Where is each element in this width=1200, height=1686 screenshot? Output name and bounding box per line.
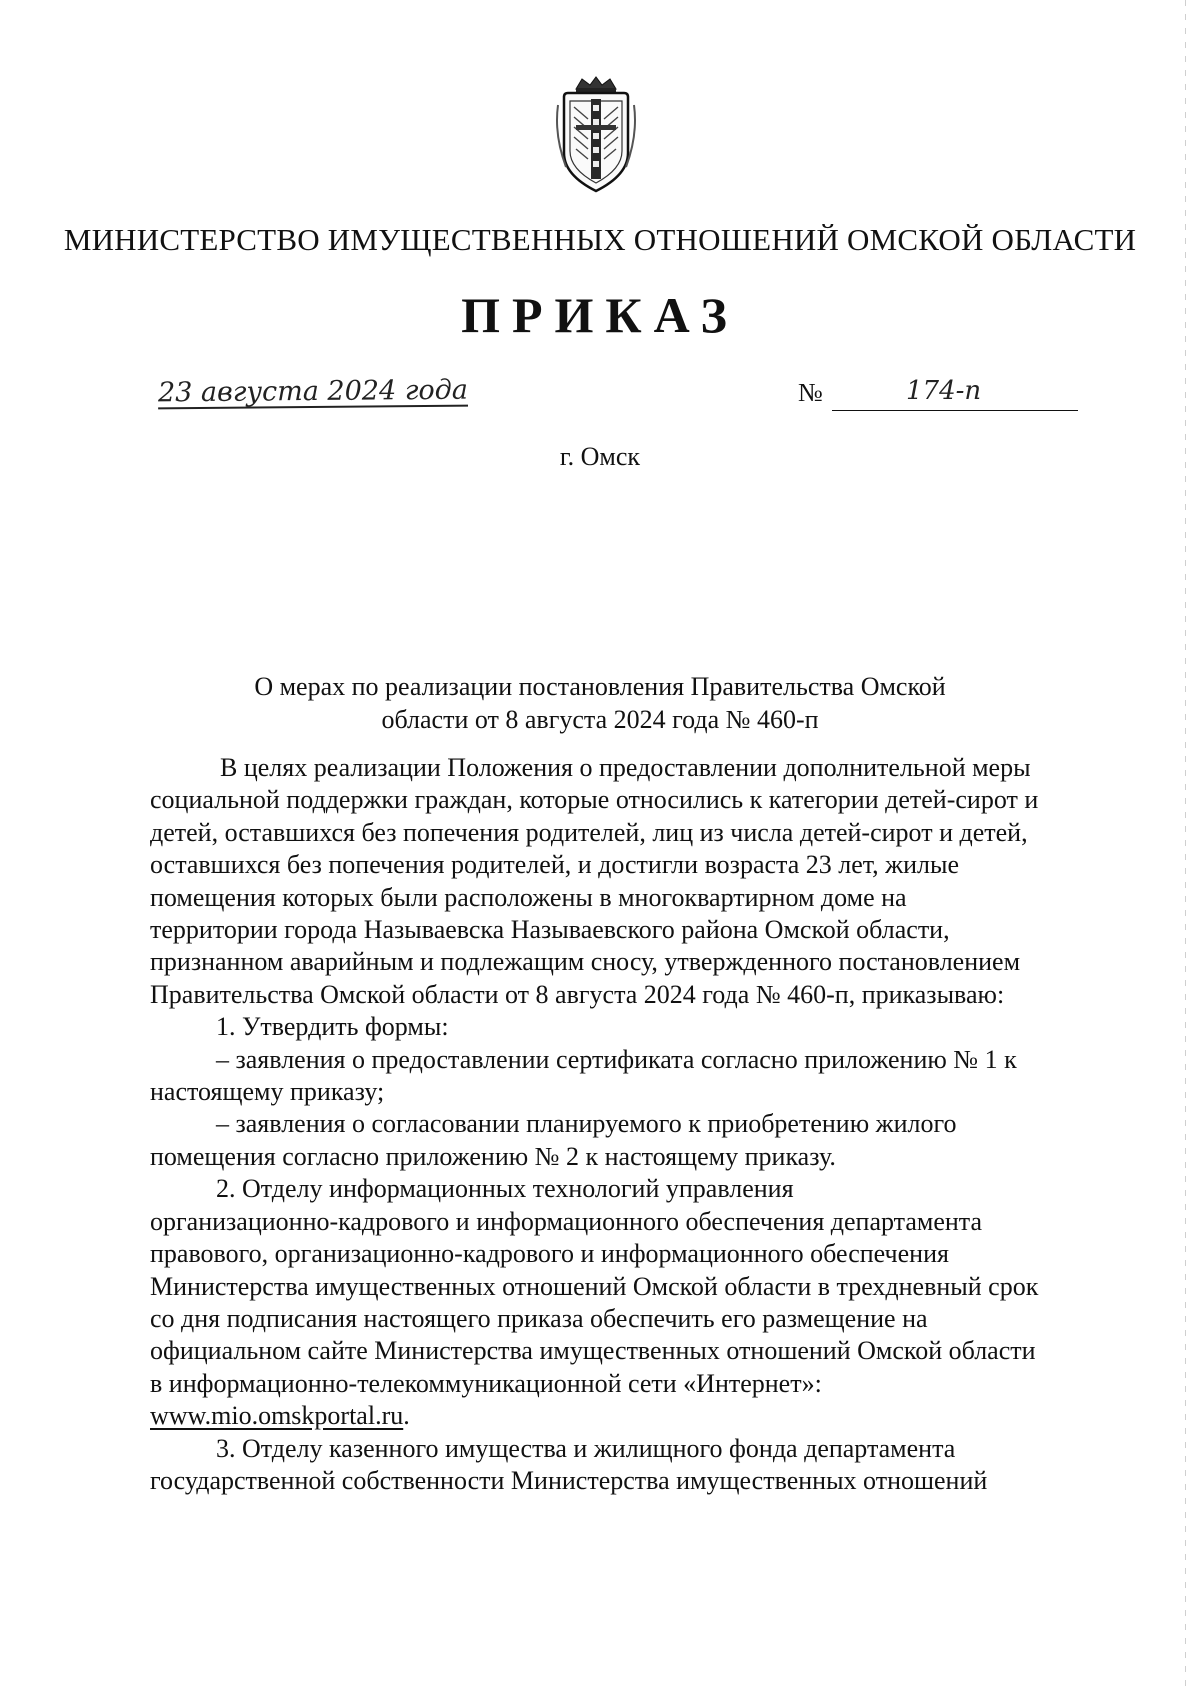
- item-2-line: Министерства имущественных отношений Омской области в трехдневный срок: [150, 1271, 1039, 1301]
- city: г. Омск: [559, 442, 641, 471]
- body-line: детей, оставшихся без попечения родителей, лиц из числа детей-сирот и детей,: [150, 817, 1028, 847]
- body-line: помещения которых были расположены в многоквартирном доме на: [150, 882, 907, 912]
- item-2-line: официальном сайте Министерства имущественных отношений Омской области: [150, 1336, 1036, 1366]
- handwritten-date: 23 августа 2024 года: [157, 374, 469, 409]
- body-line: признанном аварийным и подлежащим сносу, утвержденного постановлением: [150, 947, 1021, 977]
- item-2-line: организационно-кадрового и информационного обеспечения департамента: [150, 1206, 983, 1236]
- body-line: оставшихся без попечения родителей, и достигли возраста 23 лет, жилые: [150, 850, 960, 880]
- number-underline: [832, 410, 1078, 411]
- item-2-line: со дня подписания настоящего приказа обеспечить его размещение на: [150, 1303, 928, 1333]
- website-link[interactable]: www.mio.omskportal.ru: [150, 1401, 404, 1431]
- body-line: Правительства Омской области от 8 августа 2024 года № 460-п, приказываю:: [150, 979, 1005, 1009]
- order-body: [150, 752, 1094, 1497]
- omsk-region-coat-of-arms-icon: [546, 75, 646, 195]
- item-1: 1. Утвердить формы:: [216, 1012, 449, 1042]
- body-line: социальной поддержки граждан, которые относились к категории детей-сирот и: [150, 785, 1039, 815]
- document-type-title: ПРИКАЗ: [461, 287, 739, 343]
- item-1a-line: настоящему приказу;: [150, 1077, 385, 1107]
- subject-line: области от 8 августа 2024 года № 460-п: [381, 705, 819, 734]
- item-2-line: 2. Отделу информационных технологий управления: [216, 1174, 794, 1204]
- handwritten-number: 174-п: [906, 376, 982, 406]
- item-1b-line: – заявления о согласовании планируемого к приобретению жилого: [216, 1109, 957, 1139]
- item-3-line: государственной собственности Министерства имущественных отношений: [150, 1465, 988, 1495]
- item-1b-line: помещения согласно приложению № 2 к настоящему приказу.: [150, 1141, 836, 1171]
- item-2-line: в информационно-телекоммуникационной сети «Интернет»:: [150, 1368, 822, 1398]
- subject-line: О мерах по реализации постановления Правительства Омской: [254, 672, 946, 701]
- item-3-line: 3. Отделу казенного имущества и жилищного фонда департамента: [216, 1433, 956, 1463]
- item-2-line: правового, организационно-кадрового и информационного обеспечения: [150, 1239, 949, 1269]
- ministry-name: МИНИСТЕРСТВО ИМУЩЕСТВЕННЫХ ОТНОШЕНИЙ ОМСКОЙ ОБЛАСТИ: [63, 222, 1137, 257]
- order-subject: [150, 670, 1050, 736]
- item-1a-line: – заявления о предоставлении сертификата согласно приложению № 1 к: [216, 1044, 1017, 1074]
- body-line: В целях реализации Положения о предоставлении дополнительной меры: [220, 753, 1031, 782]
- number-label: №: [798, 378, 823, 407]
- item-2-link-line: www.mio.omskportal.ru.: [150, 1401, 410, 1431]
- body-line: территории города Называевска Называевского района Омской области,: [150, 915, 950, 945]
